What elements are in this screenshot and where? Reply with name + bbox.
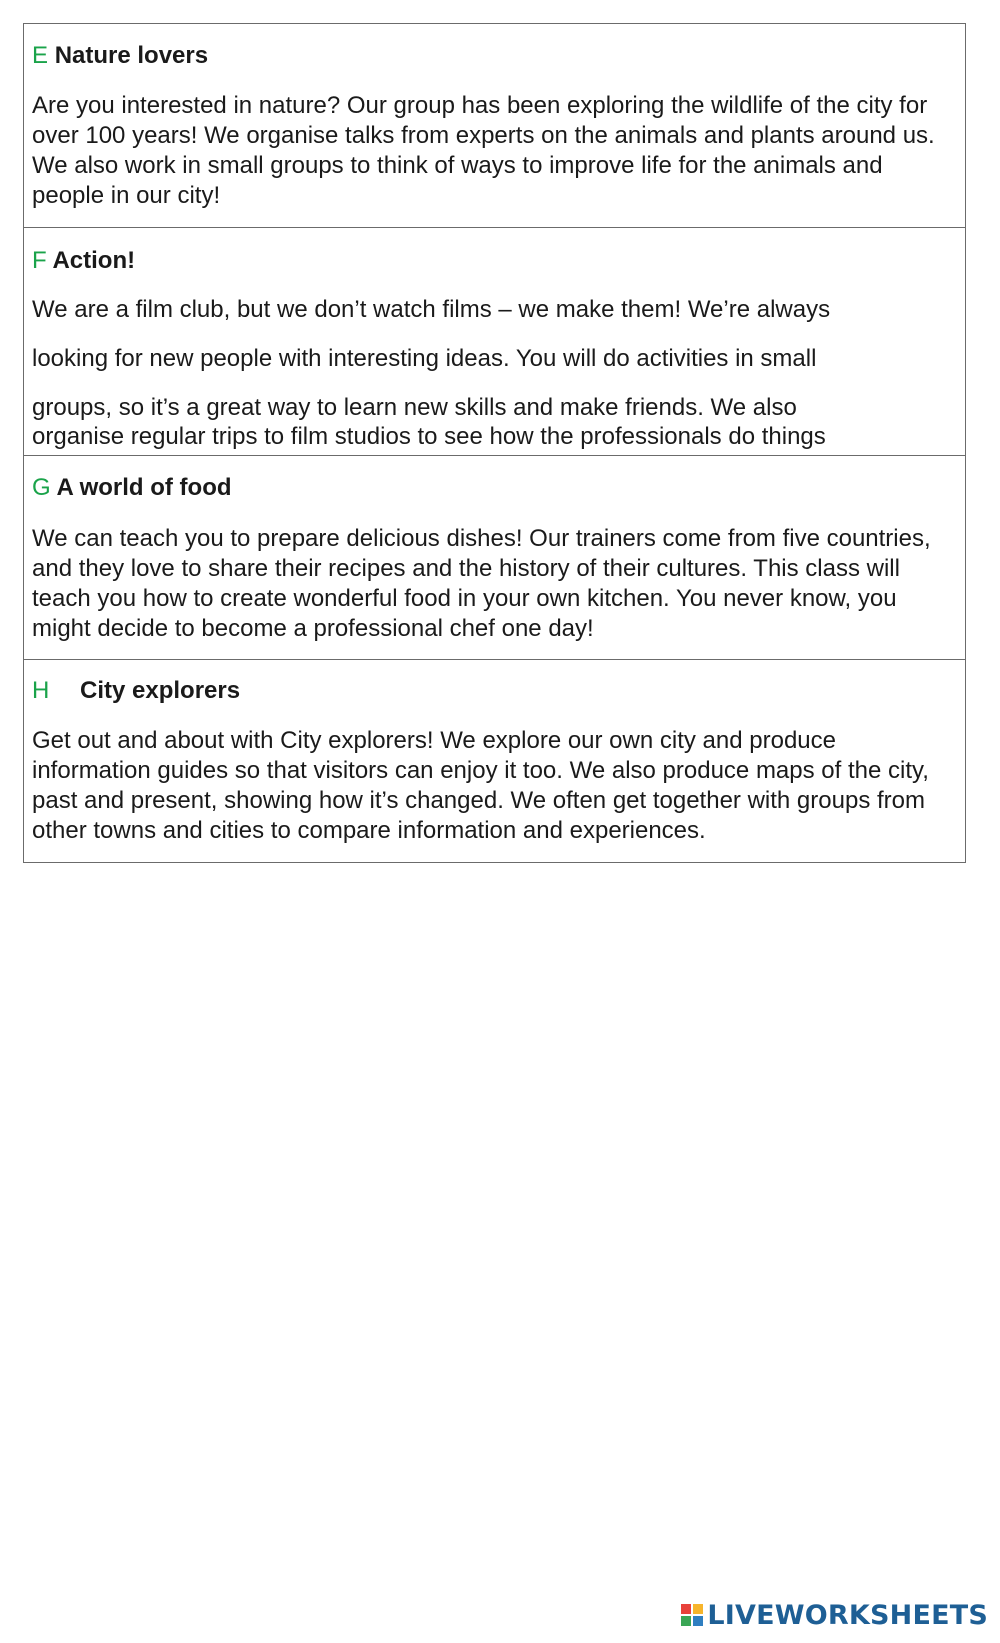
- section-city-explorers: [24, 660, 965, 862]
- logo-square-red: [681, 1604, 691, 1614]
- section-title: City explorers: [80, 677, 241, 704]
- logo-square-yellow: [693, 1604, 703, 1614]
- section-letter: E: [32, 42, 49, 69]
- logo-square-green: [681, 1616, 691, 1626]
- section-action: [24, 228, 965, 456]
- section-text-line: looking for new people with interesting ideas. You will do activities in small: [32, 345, 817, 372]
- section-text-line: groups, so it’s a great way to learn new skills and make friends. We also: [32, 394, 797, 421]
- section-letter: H: [32, 677, 50, 704]
- logo-square-blue: [693, 1616, 703, 1626]
- section-heading: [32, 474, 232, 502]
- section-text: Get out and about with City explorers! We explore our own city and produce information guides so that visitors can enjoy it too. We also produce maps of the city, past and present, showing how it’s changed. We often get together with groups from other towns and cities to compare information and experiences.: [32, 727, 929, 844]
- section-letter: G: [32, 474, 51, 501]
- section-text-line: organise regular trips to film studios to see how the professionals do things: [32, 423, 826, 450]
- section-title: A world of food: [56, 474, 232, 501]
- section-heading: [32, 42, 208, 70]
- section-title: Nature lovers: [54, 42, 209, 69]
- section-world-of-food: [24, 456, 965, 660]
- section-text: We can teach you to prepare delicious dishes! Our trainers come from five countries, and they love to share their recipes and the history of their cultures. This class will teach you how to create wonderful food in your own kitchen. You never know, you might decide to become a professional chef one day!: [32, 525, 931, 642]
- section-letter: F: [32, 247, 47, 274]
- section-heading: [32, 247, 135, 275]
- liveworksheets-footer[interactable]: [681, 1599, 988, 1631]
- clubs-table: [23, 23, 966, 863]
- section-heading: [32, 677, 240, 705]
- section-text: Are you interested in nature? Our group has been exploring the wildlife of the city for over 100 years! We organise talks from experts on the animals and plants around us. We also work in small groups to think of ways to improve life for the animals and people in our city!: [32, 92, 935, 209]
- section-text-line: We are a film club, but we don’t watch films – we make them! We’re always: [32, 296, 831, 323]
- liveworksheets-logo-icon: [681, 1604, 703, 1626]
- section-nature-lovers: [24, 24, 965, 228]
- section-title: Action!: [52, 247, 136, 274]
- brand-name: LIVEWORKSHEETS: [707, 1599, 988, 1631]
